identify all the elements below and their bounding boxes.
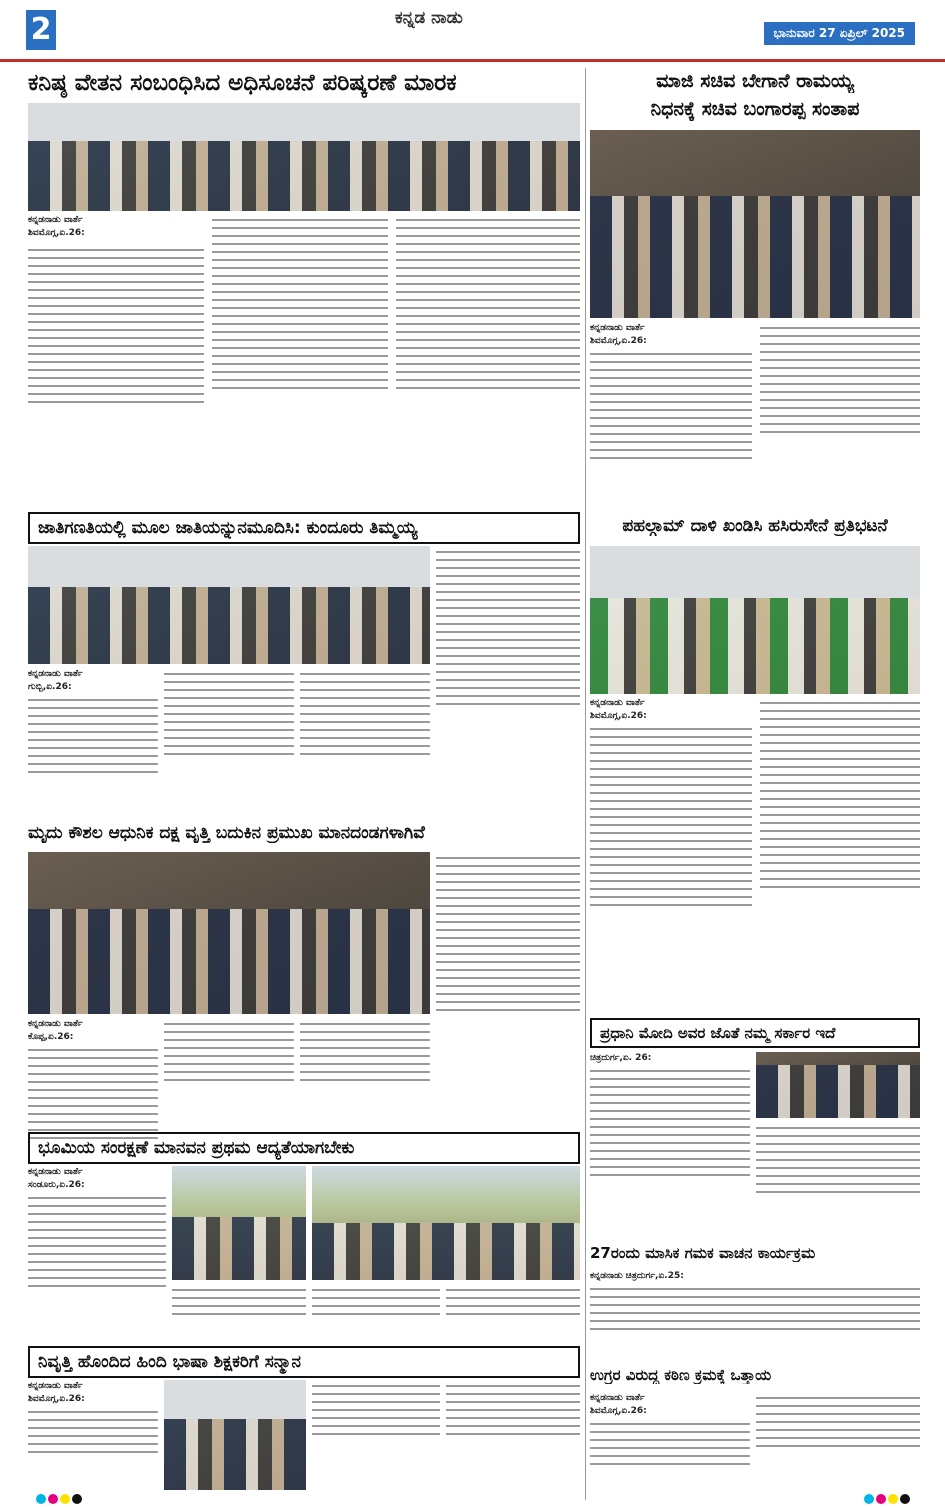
photo-earth-2 (312, 1166, 580, 1280)
dateline: ಕನ್ನಡನಾಡು ವಾರ್ತೆ (590, 1393, 645, 1403)
text-block (396, 214, 580, 512)
place-date: ಶಿವಮೊಗ್ಗ,ಏ.26: (590, 336, 647, 346)
place-date: ಶಿವಮೊಗ್ಗ,ಏ.26: (28, 1394, 85, 1404)
registration-mark (888, 1494, 898, 1504)
photo-hindi-teachers (164, 1380, 306, 1490)
text-block (212, 214, 388, 512)
text-block (436, 546, 580, 818)
text-block (436, 852, 580, 1128)
dateline: ಕನ್ನಡನಾಡು ವಾರ್ತೆ (28, 1167, 83, 1177)
registration-mark (72, 1494, 82, 1504)
place-date: ಶಿವಮೊಗ್ಗ,ಏ.26: (590, 711, 647, 721)
text-block (164, 1018, 294, 1128)
photo-minister-portrait (756, 1052, 920, 1118)
dateline: ಕನ್ನಡನಾಡು ವಾರ್ತೆ (28, 1019, 83, 1029)
headline-soft-skills: ಮೃದು ಕೌಶಲ ಆಧುನಿಕ ದಕ್ಷ ವೃತ್ತಿ ಬದುಕಿನ ಪ್ರಮುಖ ಮಾನದಂಡಗಳಾಗಿವೆ (28, 823, 425, 843)
text-block (300, 668, 430, 818)
story-hindi-teachers (28, 1380, 158, 1490)
headline-pahalgam: ಪಹಲ್ಗಾಮ್ ದಾಳಿ ಖಂಡಿಸಿ ಹಸಿರುಸೇನೆ ಪ್ರತಿಭಟನೆ (622, 516, 888, 536)
place-date: ಸಂಡೂರು,ಏ.26: (28, 1180, 85, 1190)
photo-earth-1 (172, 1166, 306, 1280)
masthead (0, 0, 945, 62)
registration-mark (60, 1494, 70, 1504)
story-ramaiah (590, 322, 752, 512)
dateline: ಕನ್ನಡನಾಡು ವಾರ್ತೆ (590, 698, 645, 708)
headline-ramaiah-line1: ಮಾಜಿ ಸಚಿವ ಬೇಗಾನೆ ರಾಮಯ್ಯ (656, 70, 854, 92)
registration-mark (876, 1494, 886, 1504)
place-date: ಶಿವಮೊಗ್ಗ,ಏ.26: (590, 1406, 647, 1416)
place-date: ಶಿವಮೊಗ್ಗ,ಏ.26: (28, 228, 85, 238)
story-earth (28, 1166, 166, 1342)
column-rule (585, 68, 586, 1500)
photo-ramaiah (590, 130, 920, 318)
registration-mark (36, 1494, 46, 1504)
dateline: ಕನ್ನಡನಾಡು ವಾರ್ತೆ (28, 215, 83, 225)
dateline: ಕನ್ನಡನಾಡು ವಾರ್ತೆ (590, 323, 645, 333)
story-terror (590, 1392, 750, 1492)
headline-earth: ಭೂಮಿಯ ಸಂರಕ್ಷಣೆ ಮಾನವನ ಪ್ರಥಮ ಆದ್ಯತೆಯಾಗಬೇಕು (28, 1132, 580, 1164)
photo-minimum-wage (28, 103, 580, 211)
text-block (446, 1380, 580, 1490)
text-block (164, 668, 294, 818)
text-block (760, 322, 920, 512)
text-block (172, 1284, 306, 1342)
headline-gamaka: 27ರಂದು ಮಾಸಿಕ ಗಮಕ ವಾಚನ ಕಾರ್ಯಕ್ರಮ (590, 1244, 816, 1262)
story-pahalgam (590, 697, 752, 1013)
headline-modi: ಪ್ರಧಾನಿ ಮೋದಿ ಅವರ ಜೊತೆ ನಮ್ಮ ಸರ್ಕಾರ ಇದೆ (590, 1018, 920, 1048)
story-gamaka (590, 1270, 920, 1362)
headline-terror: ಉಗ್ರರ ವಿರುದ್ಧ ಕಠಿಣ ಕ್ರಮಕ್ಕೆ ಒತ್ತಾಯ (590, 1366, 772, 1384)
date-badge: ಭಾನುವಾರ 27 ಏಪ್ರಿಲ್ 2025 (764, 22, 915, 45)
story-modi (590, 1052, 750, 1238)
text-block (756, 1122, 920, 1238)
place-date: ಕೊಪ್ಪ,ಏ.26: (28, 1032, 74, 1042)
registration-mark (864, 1494, 874, 1504)
photo-soft-skills (28, 852, 430, 1014)
place-date: ಚಿತ್ರದುರ್ಗ,ಏ.25: (625, 1271, 684, 1281)
place-date: ಗುಬ್ಬಿ,ಏ.26: (28, 682, 72, 692)
text-block (300, 1018, 430, 1128)
brand-logo: ಕನ್ನಡ ನಾಡು (395, 8, 463, 28)
text-block (312, 1380, 440, 1490)
text-block (756, 1392, 920, 1492)
dateline: ಕನ್ನಡನಾಡು ವಾರ್ತೆ (28, 1381, 83, 1391)
page-number: 2 (26, 10, 56, 50)
text-block (760, 697, 920, 1013)
registration-mark (48, 1494, 58, 1504)
text-block (446, 1284, 580, 1342)
headline-hindi-teachers: ನಿವೃತ್ತಿ ಹೊಂದಿದ ಹಿಂದಿ ಭಾಷಾ ಶಿಕ್ಷಕರಿಗೆ ಸನ್ಮಾನ (28, 1346, 580, 1378)
headline-minimum-wage: ಕನಿಷ್ಠ ವೇತನ ಸಂಬಂಧಿಸಿದ ಅಧಿಸೂಚನೆ ಪರಿಷ್ಕರಣೆ ಮಾರಕ (28, 70, 457, 96)
headline-caste-census: ಜಾತಿಗಣತಿಯಲ್ಲಿ ಮೂಲ ಜಾತಿಯನ್ನುನಮೂದಿಸಿ: ಕುಂದೂರು ತಿಮ್ಮಯ್ಯ (28, 512, 580, 544)
dateline: ಕನ್ನಡನಾಡು (590, 1271, 623, 1281)
place-date: ಚಿತ್ರದುರ್ಗ,ಏ. 26: (590, 1053, 652, 1063)
photo-pahalgam (590, 546, 920, 694)
dateline: ಕನ್ನಡನಾಡು ವಾರ್ತೆ (28, 669, 83, 679)
headline-ramaiah-line2: ನಿಧನಕ್ಕೆ ಸಚಿವ ಬಂಗಾರಪ್ಪ ಸಂತಾಪ (650, 98, 860, 120)
text-block (312, 1284, 440, 1342)
registration-mark (900, 1494, 910, 1504)
photo-caste-census (28, 546, 430, 664)
text-block (28, 244, 204, 512)
story-caste-census (28, 668, 158, 818)
